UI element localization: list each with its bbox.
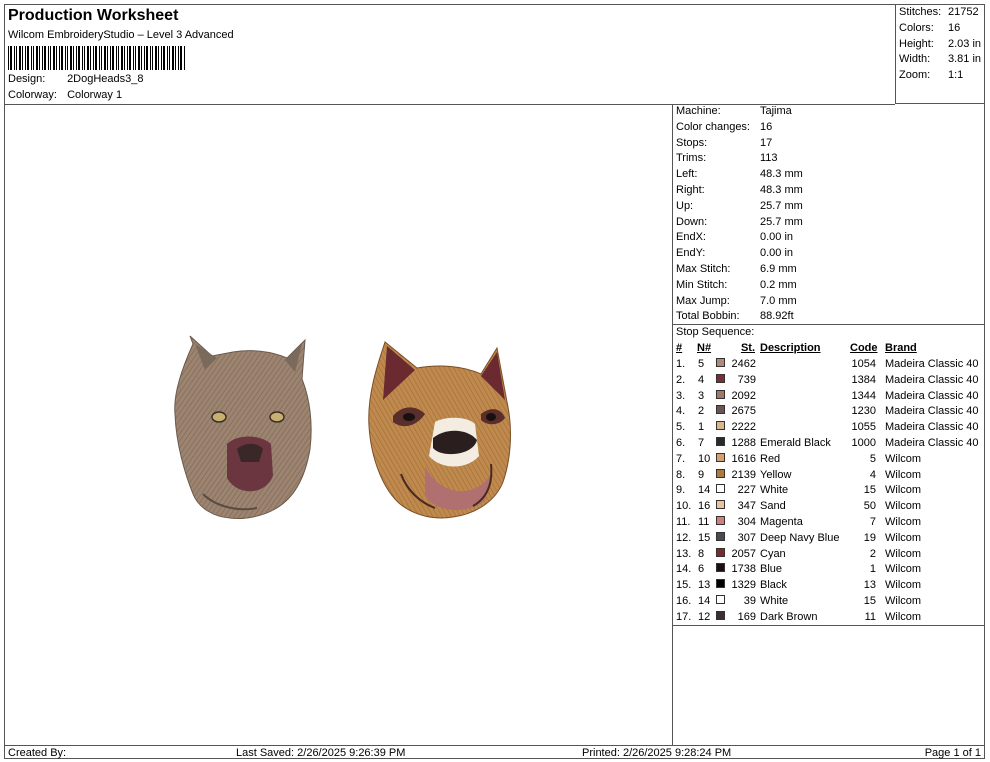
thread-color-swatch (716, 611, 725, 620)
design-summary (895, 5, 984, 104)
stop-row (673, 437, 984, 452)
stop-brand: Wilcom (885, 516, 922, 528)
stop-code: 5 (869, 452, 876, 465)
stop-needle: 2 (698, 405, 705, 418)
stop-description: Cyan (760, 547, 786, 560)
stop-brand: Wilcom (885, 500, 922, 513)
stop-row (673, 374, 984, 389)
colorway-value: Colorway 1 (67, 89, 123, 101)
worksheet-header (5, 5, 895, 105)
stop-code: 1344 (851, 389, 876, 402)
info-label: Min Stitch: (676, 278, 728, 291)
stop-brand: Madeira Classic 40 (885, 373, 979, 386)
col-index: # (676, 342, 683, 354)
info-label: Right: (676, 184, 705, 196)
stop-code: 1055 (851, 421, 876, 434)
design-row (8, 73, 144, 85)
stop-needle: 16 (698, 500, 711, 513)
stop-row (673, 453, 984, 468)
info-label: Trims: (676, 152, 707, 165)
dog-heads-embroidery (5, 104, 673, 745)
info-label: EndX: (676, 231, 706, 244)
last-saved: Last Saved: 2/26/2025 9:26:39 PM (236, 747, 406, 759)
thread-color-swatch (716, 390, 725, 399)
stop-brand: Madeira Classic 40 (885, 389, 979, 402)
stop-sequence-table (673, 324, 984, 626)
stop-needle: 10 (698, 452, 711, 465)
col-stitches: St. (740, 342, 755, 354)
stop-stitches: 2675 (731, 405, 756, 418)
stop-row (673, 421, 984, 436)
stop-row (673, 595, 984, 610)
stop-stitches: 2057 (731, 547, 756, 560)
stop-stitches: 2092 (731, 389, 756, 402)
stop-index: 16. (676, 595, 692, 607)
stop-index: 12. (676, 531, 692, 544)
thread-color-swatch (716, 358, 725, 367)
stop-description: Emerald Black (760, 437, 831, 449)
stop-row (673, 390, 984, 405)
info-value: 25.7 mm (760, 199, 803, 212)
thread-color-swatch (716, 421, 725, 430)
thread-color-swatch (716, 532, 725, 541)
summary-colors: Colors: 16 (899, 22, 961, 34)
stop-code: 15 (863, 484, 876, 497)
info-value: 48.3 mm (760, 168, 803, 181)
stop-row (673, 469, 984, 484)
stop-needle: 13 (698, 579, 711, 592)
thread-color-swatch (716, 579, 725, 588)
stop-stitches: 739 (737, 373, 756, 386)
machine-info-row (676, 105, 792, 119)
stop-needle: 1 (698, 421, 705, 434)
stop-brand: Wilcom (885, 595, 922, 607)
stop-code: 15 (863, 595, 876, 607)
page-title: Production Worksheet (8, 7, 179, 24)
machine-info-row (676, 263, 797, 277)
info-value: 88.92ft (760, 310, 794, 323)
stop-brand: Madeira Classic 40 (885, 405, 979, 418)
stop-row (673, 484, 984, 499)
machine-info-row (676, 184, 803, 198)
stop-stitches: 1616 (731, 452, 756, 465)
stop-sequence-title: Stop Sequence: (676, 326, 755, 338)
machine-info-panel (673, 104, 984, 745)
thread-color-swatch (716, 374, 725, 383)
stop-code: 13 (863, 579, 876, 592)
info-label: Stops: (676, 136, 708, 149)
stop-needle: 8 (698, 547, 705, 560)
production-worksheet (4, 4, 985, 759)
software-subtitle: Wilcom EmbroideryStudio – Level 3 Advanced (8, 29, 234, 41)
stop-needle: 5 (698, 358, 705, 370)
stop-needle: 9 (698, 468, 705, 481)
machine-info-row (676, 216, 803, 230)
stop-needle: 14 (698, 595, 711, 607)
stop-brand: Wilcom (885, 579, 922, 592)
thread-color-swatch (716, 548, 725, 557)
left-dog-head (175, 336, 311, 519)
thread-color-swatch (716, 484, 725, 493)
stop-code: 1 (869, 563, 876, 576)
design-preview (5, 104, 673, 745)
info-value: Tajima (760, 105, 792, 117)
machine-info-row (676, 137, 772, 151)
stop-brand: Wilcom (885, 563, 922, 576)
machine-info-row (676, 121, 772, 135)
stop-description: Red (760, 452, 781, 465)
summary-width: Width: 3.81 in (899, 53, 982, 65)
stop-stitches: 2462 (731, 358, 756, 370)
info-value: 25.7 mm (760, 215, 803, 228)
stop-code: 4 (869, 468, 876, 481)
col-code: Code (850, 342, 878, 354)
stop-row (673, 405, 984, 420)
info-value: 113 (760, 152, 778, 165)
stop-needle: 12 (698, 610, 711, 623)
info-value: 0.2 mm (760, 278, 797, 291)
info-label: Up: (676, 199, 694, 212)
stop-index: 10. (676, 500, 692, 513)
stop-index: 1. (676, 358, 686, 370)
stop-index: 6. (676, 437, 686, 449)
stop-index: 11. (676, 516, 691, 528)
stop-description: White (760, 595, 789, 607)
stop-needle: 6 (698, 563, 705, 576)
info-value: 6.9 mm (760, 263, 797, 275)
info-value: 7.0 mm (760, 294, 797, 307)
stop-brand: Wilcom (885, 531, 922, 544)
stop-needle: 15 (698, 531, 711, 544)
machine-info-row (676, 168, 803, 182)
stop-code: 2 (869, 547, 876, 560)
stop-description: White (760, 484, 789, 497)
stop-brand: Wilcom (885, 547, 922, 560)
info-value: 16 (760, 120, 773, 133)
stop-code: 19 (863, 531, 876, 544)
design-value: 2DogHeads3_8 (67, 73, 144, 85)
stop-index: 3. (676, 389, 686, 402)
machine-info-row (676, 310, 794, 324)
stop-needle: 4 (698, 373, 705, 386)
stop-needle: 7 (698, 437, 705, 449)
info-value: 48.3 mm (760, 184, 803, 196)
stop-stitches: 1738 (731, 563, 756, 576)
stop-stitches: 347 (737, 500, 756, 513)
thread-color-swatch (716, 437, 725, 446)
col-brand: Brand (885, 342, 917, 354)
stop-index: 9. (676, 484, 686, 497)
stop-row (673, 563, 984, 578)
stop-description: Blue (760, 563, 783, 576)
info-label: Machine: (676, 105, 721, 117)
stop-brand: Wilcom (885, 452, 922, 465)
machine-info-row (676, 295, 797, 309)
info-label: EndY: (676, 247, 706, 260)
summary-stitches: Stitches: 21752 (899, 6, 979, 18)
stop-brand: Wilcom (885, 468, 922, 481)
stop-needle: 3 (698, 389, 705, 402)
stop-index: 15. (676, 579, 692, 592)
thread-color-swatch (716, 516, 725, 525)
stop-stitches: 307 (737, 531, 756, 544)
stop-index: 4. (676, 405, 686, 418)
stop-row (673, 579, 984, 594)
stop-stitches: 39 (743, 595, 756, 607)
stop-description: Sand (760, 500, 786, 513)
stop-description: Deep Navy Blue (760, 531, 840, 544)
stop-brand: Madeira Classic 40 (885, 437, 979, 449)
info-label: Down: (676, 215, 708, 228)
info-label: Max Stitch: (676, 263, 731, 275)
col-description: Description (760, 342, 821, 354)
stop-index: 14. (676, 563, 692, 576)
stop-code: 1230 (851, 405, 876, 418)
stop-code: 1054 (851, 358, 876, 370)
stop-row (673, 548, 984, 563)
stop-row (673, 358, 984, 373)
stop-stitches: 169 (737, 610, 756, 623)
design-label: Design: (8, 73, 46, 85)
info-value: 0.00 in (760, 231, 794, 244)
stop-index: 2. (676, 373, 686, 386)
stop-description: Yellow (760, 468, 792, 481)
stop-code: 50 (863, 500, 876, 513)
stop-description: Dark Brown (760, 610, 818, 623)
stop-stitches: 2222 (731, 421, 756, 434)
machine-info-row (676, 247, 793, 261)
stop-brand: Madeira Classic 40 (885, 358, 979, 370)
stop-stitches: 227 (737, 484, 756, 497)
stop-description: Black (760, 579, 787, 592)
stop-index: 13. (676, 547, 692, 560)
info-label: Max Jump: (676, 294, 730, 307)
stop-row (673, 532, 984, 547)
machine-info-row (676, 279, 797, 293)
summary-zoom: Zoom: 1:1 (899, 69, 964, 81)
stop-row (673, 516, 984, 531)
stop-code: 1000 (851, 437, 876, 449)
stop-description: Magenta (760, 516, 803, 528)
stop-code: 1384 (851, 373, 876, 386)
machine-info-row (676, 152, 778, 166)
stop-row (673, 611, 984, 626)
thread-color-swatch (716, 405, 725, 414)
page-number: Page 1 of 1 (924, 747, 981, 759)
right-dog-head (369, 342, 511, 518)
thread-color-swatch (716, 469, 725, 478)
thread-color-swatch (716, 563, 725, 572)
col-needle: N# (697, 342, 712, 354)
created-by: Created By: (8, 747, 67, 759)
stop-stitches: 304 (737, 516, 756, 528)
stop-index: 5. (676, 421, 686, 434)
summary-height: Height: 2.03 in (899, 38, 982, 50)
info-label: Color changes: (676, 120, 750, 133)
colorway-row (8, 89, 122, 101)
info-value: 0.00 in (760, 247, 794, 260)
thread-color-swatch (716, 595, 725, 604)
worksheet-footer (5, 745, 984, 760)
stop-brand: Wilcom (885, 610, 922, 623)
info-label: Left: (676, 168, 698, 181)
machine-info-row (676, 231, 793, 245)
stop-code: 7 (869, 516, 876, 528)
machine-info-row (676, 200, 803, 214)
barcode (8, 46, 188, 70)
stop-index: 7. (676, 452, 686, 465)
stop-index: 8. (676, 468, 686, 481)
stop-brand: Wilcom (885, 484, 922, 497)
stop-stitches: 2139 (731, 468, 756, 481)
thread-color-swatch (716, 500, 725, 509)
stop-stitches: 1329 (731, 579, 756, 592)
info-value: 17 (760, 136, 773, 149)
stop-code: 11 (864, 610, 876, 623)
stop-brand: Madeira Classic 40 (885, 421, 979, 434)
thread-color-swatch (716, 453, 725, 462)
stop-needle: 14 (698, 484, 711, 497)
stop-index: 17. (676, 610, 692, 623)
info-label: Total Bobbin: (676, 310, 740, 323)
stop-row (673, 500, 984, 515)
stop-needle: 11 (698, 516, 710, 528)
stop-stitches: 1288 (731, 437, 756, 449)
colorway-label: Colorway: (8, 89, 57, 101)
printed-date: Printed: 2/26/2025 9:28:24 PM (582, 747, 732, 759)
